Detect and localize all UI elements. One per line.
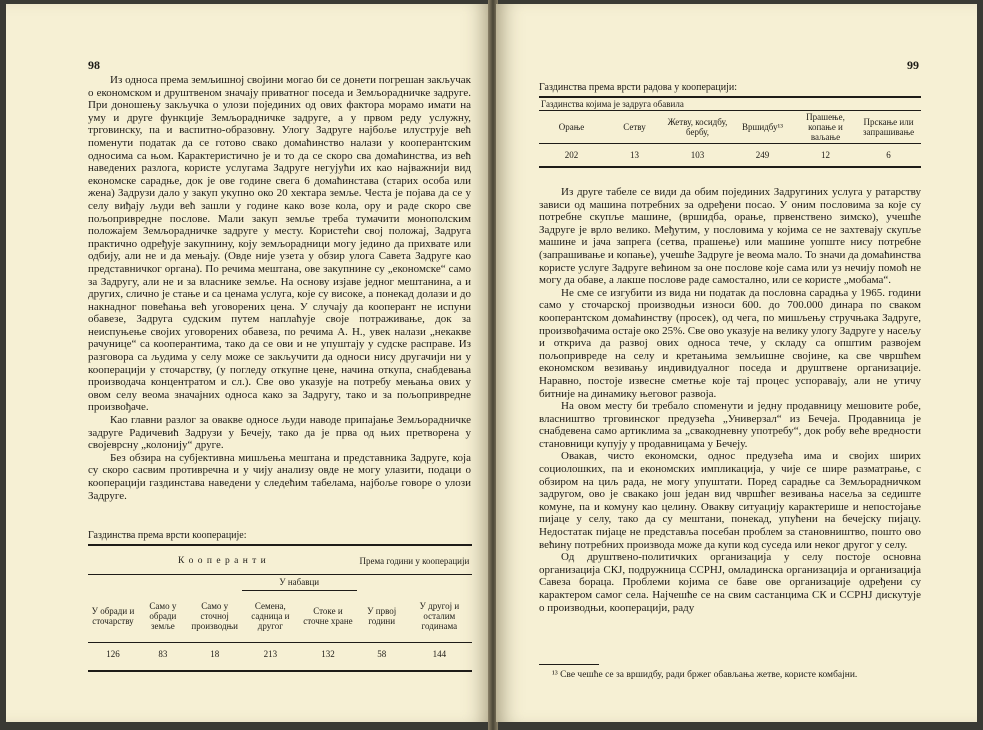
left-table-caption: Газдинства према врсти кооперације:: [88, 530, 247, 541]
right-table-value: 12: [820, 149, 830, 160]
right-table-group-header: Газдинства којима је задруга обавила: [541, 99, 684, 109]
right-works-table: [539, 98, 921, 166]
right-paragraph-1: Из друге табеле се види да обим појединих Задругиних услуга у ратарству зависи од машина потребних за одређени посао. У оним пословима за које су потребне скупље машине, (вршидба, орање, првенствено зимско), учешће Задруге је врло велико. Међутим, у пословима у којима се не захтевају скупље машине и јача запрега (сетва, прашење) или машине уопште нису потребне (запрашивање и копање), учешће Задруге је веома мало. То значи да домаћинства користе услуге Задруге већином за оне послове које сама или уз нечију помоћ не могу да обаве, а лакше послове раде самостално, или се користе „мобама“.: [539, 186, 921, 287]
right-table-value: 202: [564, 149, 579, 160]
right-table-col-header: Жетву, косидбу, бербу,: [667, 117, 728, 137]
left-table-col-header: У другој и осталим годинама: [419, 600, 460, 631]
left-table-value: 132: [321, 649, 335, 660]
page-number-left: 98: [88, 58, 100, 72]
left-table-top-rule: [88, 544, 472, 546]
right-paragraph-2: Не сме се изгубити из вида ни податак да пословна сарадња у 1965. години само у сточарској производњи износи 600. до 700.000 динара по сваком кооперантском домаћинству (просек), од чега, по мишљењу стручњака Задруге, произвођачима остаје око 25%. Све ово указује на велику улогу Задруге у насељу и откриva да развој ових односа тече, у складу са општим развојем пољопривреде на селу и кретањима земљишне својине, ка све чвршћем економском везивању индивидуалног поседа и друштвене организације. Наравно, постоје извесне сметње које тај процес успоравају, али не утичу битније на динамику његовог развоја.: [539, 286, 921, 400]
right-table-col-header: Вршидбу¹³: [741, 122, 783, 132]
footnote-rule: [539, 664, 599, 665]
left-table-value: 18: [210, 649, 220, 660]
left-paragraph-3: Без обзира на субјективна мишљења мештана и представника Задруге, која су скоро сасвим противречна и у чију анализу овде не могу улазити, подаци о кооперацији газдинстава наведени у следећим табелама, најбоље говоре о улози Задруге.: [88, 451, 471, 502]
left-table-col-header: Само у обради земље: [149, 600, 177, 631]
right-table-col-header: Сетву: [623, 122, 646, 132]
footnote: ¹³ Све чешће се за вршидбу, ради бржег обављања жетве, користе комбајни.: [552, 670, 858, 680]
left-table-value: 83: [158, 649, 168, 660]
right-paragraph-4: Овакав, чисто економски, однос предузећа има и својих ширих социолошких, па и економских импликација, у чије се шире разматрање, с обзиром на циљ рада, не могу упуштати. Поред сарадње са Земљорадничком задругом, ово је свакако још један вид чвршћег везивања насеља за седиште комуне, па и комуну као целину. Овакву ситуацију карактерише и непостојање пијаце у селу, тако да су мештани, понекад, упућени на бечејску пијацу. Недостатак пијаце не представља посебан проблем за становништво, пошто ово већину потребних производа може да купи код суседа или неког другог у селу.: [539, 450, 921, 551]
left-table-group-header: К о о п е р а н т и: [177, 555, 267, 566]
left-body-text: [88, 74, 471, 502]
left-table-value: 144: [432, 649, 447, 660]
left-table-supply-header: У набавци: [242, 574, 357, 590]
left-table-col-header: Само у сточној производњи: [191, 600, 238, 631]
right-paragraph-5: Од друштвено-политичких организација у селу постоје основна организација СКЈ, подружница ССРНЈ, омладинска организација и организација Савеза бораца. Проблеми којима се баве ове организације одређени су карактером самог села. Најчешће се на свим састанцима СК и ССРНЈ дискутује о производњи, кооперацији, раду: [539, 551, 921, 614]
left-paragraph-2: Као главни разлог за овакве односе људи наводе припајање Земљорадничке задруге Радичевић Задрузи у Бечеју, тако да је прва од њих претворена у својеврсну „колонију“ друге.: [88, 414, 471, 452]
left-table-col-header: У обради и сточарству: [91, 605, 135, 626]
right-table-bottom-rule: [539, 166, 921, 168]
right-paragraph-3: На овом месту би требало споменути и једну продавницу мешовите робе, власништво трговинског предузећа „Универзал“ из Бечеја. Продавница је снабдевена само артиклима за „свакодневну употребу“, док робу веће вредности становници купују у продавницама у Бечеју.: [539, 400, 921, 450]
right-table-caption: Газдинства према врсти радова у кооперацији:: [539, 82, 737, 93]
right-table-value: 6: [886, 149, 891, 160]
left-table-col-header: Стоке и сточне хране: [303, 606, 353, 626]
right-table-value: 13: [629, 149, 639, 160]
left-page: [6, 4, 490, 722]
page-number-right: 99: [907, 58, 919, 72]
left-paragraph-1: Из односа према земљишној својини могао би се донети погрешан закључак о економском и друштвеном значају приватног поседа и Земљорадничке задруге. При доношењу закључка о улози појединих од ових фактора морамо имати на уму и друге функције Земљорадничке задруге, а у првом реду услужну, трговинску, па и васпитно-образовну. Улогу Задруге најбоље илуструје већ поменути податак да се готово свако домаћинство налази у кооперантским односима са њом. Карактеристично је и то да се скоро сва домаћинства, из већ наведених разлога, користе услугама Задруге негујући их као најважнији вид економске сарадње, док је ове године свега 6 домаћинстава (старих особа или жена) Задрузи дало у закуп укупно око 20 хектара земље. Честа је појава да се у селу виђају људи већ зашли у године како возе кола, ору и раде скоро све пољопривредне послове. Мали закуп земље треба тумачити монополским положајем Земљорадничке задруге у месту. Користећи свој положај, Задруга практично одређује закупнину, коју земљорадници могу једино да прихвате или одбију, али не и да мењају. (Овде није узета у обзир улога Савета Задруге као представничког органа). По речима мештана, ове закупнине су „економске“ само за Задругу, али не и за власнике земље. На основу изјаве једног мештанина, а и других, слично је стање и са ценама услуга, које су високе, а понекад долази и до накнадног повећања већ уговорених цена. У случају да кооперант не испуни обавезе, Задруга судским путем наплаћује своје потраживање, док за неиспуњење својих уговорених обавеза, по речима А. Н., увек налази „некакве рачунице“ са кооперантима, тако да се ови и не упуштају у судске расправе. Из разговора са људима у селу може се закључити да односи нису другачији ни у кооперацији у сточарству, (у погледу откупне цене, начина откупа, снабдевања производача концентратом и сл.). Све ово указује на потребу мењања ових у овом селу веома значајних односа како за Задругу, тако и за пољопривредне произвођаче.: [88, 74, 471, 414]
left-table-years-header: Према години у кооперацији: [359, 555, 470, 566]
left-table-value: 126: [106, 649, 120, 660]
left-table-col-header: Семена, садница и другог: [251, 601, 290, 631]
left-table-col-header: У првој години: [367, 605, 397, 626]
left-table-value: 213: [263, 649, 278, 660]
left-cooperation-table: [88, 548, 472, 666]
left-table-value: 58: [377, 649, 387, 660]
right-table-col-header: Прскање или запрашивање: [862, 117, 915, 137]
left-table-bottom-rule: [88, 670, 472, 672]
right-page: [496, 4, 977, 722]
right-table-col-header: Орање: [558, 122, 585, 132]
right-table-value: 103: [690, 149, 705, 160]
right-body-text: [539, 186, 921, 614]
right-table-col-header: Прашење, копање и ваљање: [806, 112, 845, 142]
right-table-value: 249: [755, 149, 770, 160]
